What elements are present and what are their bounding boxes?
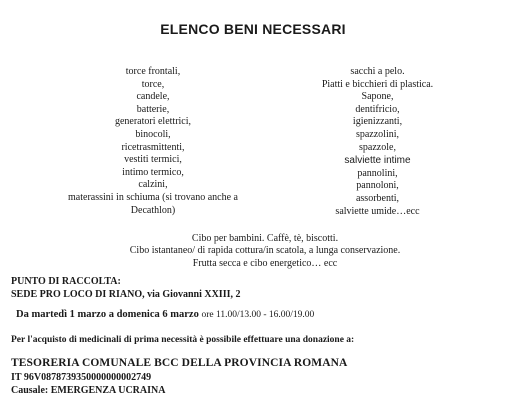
list-item: ricetrasmittenti, [121,141,185,153]
collection-address: SEDE PRO LOCO DI RIANO, via Giovanni XXIII, 2 [11,288,241,300]
list-item: salviette intime [344,155,411,167]
food-line: Frutta secca e cibo energetico… ecc [192,257,338,269]
donation-text: Per l'acquisto di medicinali di prima necessità è possibile effettuare una donazione a: [11,335,355,345]
list-item: generatori elettrici, [114,116,192,128]
list-item: binocoli, [135,128,171,140]
list-item: intimo termico, [122,166,184,178]
right-items-list [270,66,485,218]
page-title: ELENCO BENI NECESSARI [160,21,346,37]
bank-iban: IT 96V0878739350000000002749 [11,372,152,383]
food-line: Cibo per bambini. Caffè, tè, biscotti. [191,233,339,244]
list-item: dentifricio, [355,103,400,115]
list-item: torce frontali, [125,66,181,77]
list-item: pannolini, [357,167,398,179]
list-item: Sapone, [361,91,394,103]
list-item: Decathlon) [130,204,176,216]
bank-name: TESORERIA COMUNALE BCC DELLA PROVINCIA ROMANA [11,357,348,369]
list-item: materassini in schiuma (si trovano anche a [68,191,238,203]
list-item: Piatti e bicchieri di plastica. [321,78,434,90]
list-item: candele, [136,91,170,103]
list-item: igienizzanti, [352,116,403,128]
list-item: pannoloni, [356,180,399,192]
food-line: Cibo istantaneo/ di rapida cottura/in scatola, a lunga conservazione. [129,245,401,257]
food-items [70,233,460,270]
list-item: assorbenti, [355,192,400,204]
schedule-days: Da martedì 1 marzo a domenica 6 marzo [16,309,199,320]
bank-causale: Causale: EMERGENZA UCRAINA [11,385,166,396]
schedule [16,309,314,320]
list-item: spazzole, [359,141,396,153]
collection-point [11,276,240,301]
list-item: vestiti termici, [124,154,182,166]
list-item: salviette umide…ecc [335,205,420,217]
list-item: spazzolini, [355,128,400,140]
left-items-list [40,66,266,217]
collection-label: PUNTO DI RACCOLTA: [11,276,121,287]
list-item: calzini, [138,179,168,191]
list-item: sacchi a pelo. [350,66,405,77]
list-item: torce, [141,78,165,90]
list-item: batterie, [136,103,170,115]
schedule-hours: ore 11.00/13.00 - 16.00/19.00 [201,310,315,320]
